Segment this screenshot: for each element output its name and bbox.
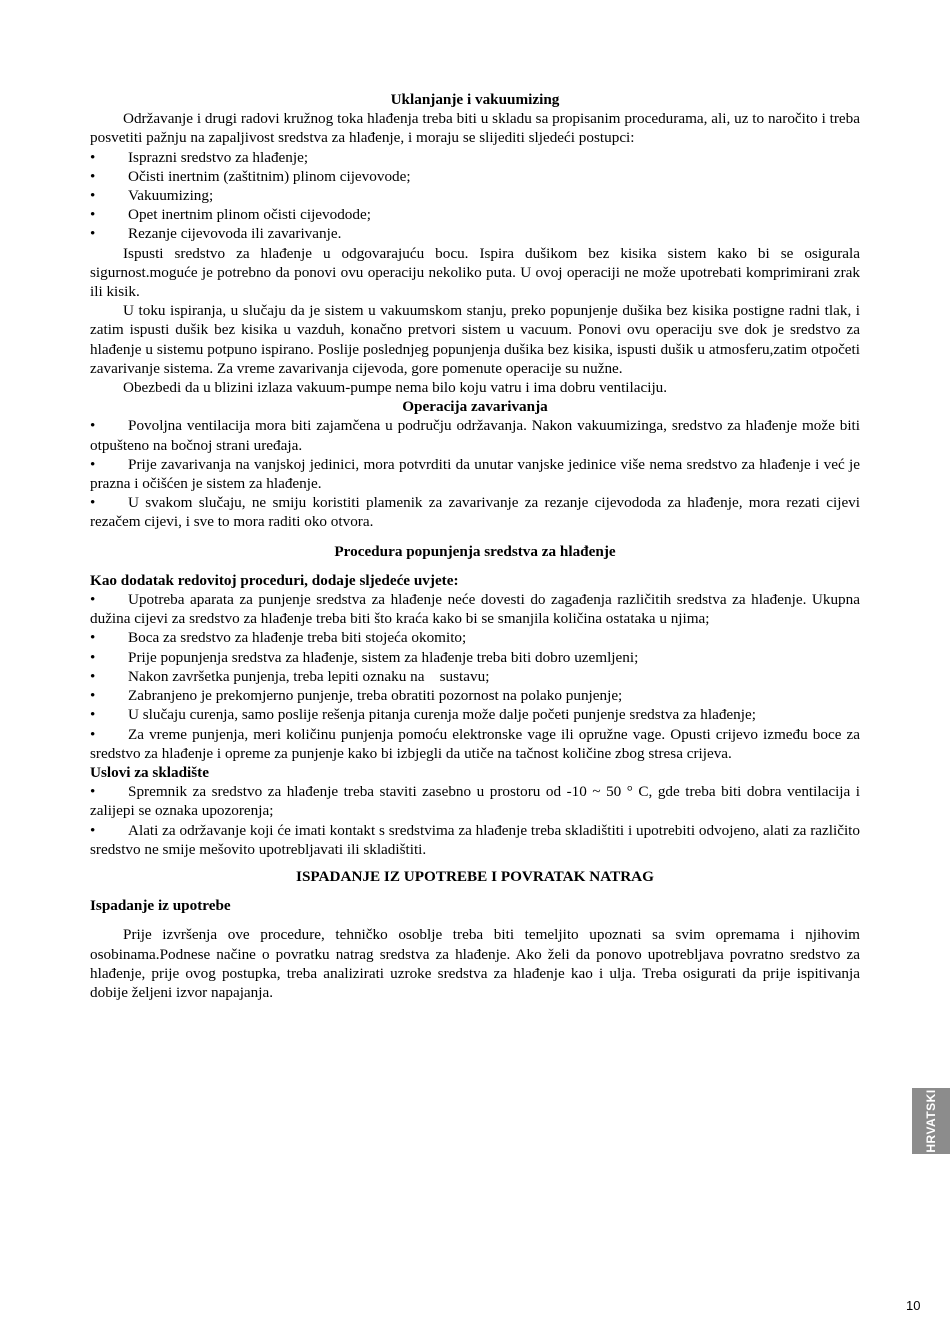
paragraph: Održavanje i drugi radovi kružnog toka hlađenja treba biti u skladu sa propisanim procedurama, ali, uz to naročito i treba posvetiti pažnju na zapaljivost sredstva za hlađenje, i moraju se slijediti sljedeći postupci: [90, 110, 860, 147]
section-title: Procedura popunjenja sredstva za hlađenje [334, 542, 616, 560]
page-number: 10 [906, 1298, 921, 1313]
section-lead: Kao dodatak redovitoj proceduri, dodaje sljedeće uvjete: [90, 571, 459, 589]
list-item: • Povoljna ventilacija mora biti zajamčena u području održavanja. Nakon vakuumizinga, sredstvo za hlađenje može biti otpušteno na bočnoj strani uređaja. [90, 417, 860, 454]
list-item: • Nakon završetka punjenja, treba lepiti oznaku na sustavu; [90, 667, 490, 685]
document-body [90, 90, 860, 1002]
section-title: Uslovi za skladište [90, 763, 209, 781]
section-title: Uklanjanje i vakuumizing [390, 91, 560, 108]
list-item: • Za vreme punjenja, meri količinu punjenja pomoću elektronske vage ili opružne vage. Opusti crijevo između boce za sredstvo za hlađenje i opreme za punjenje kako bi izbjegli da utiče na tačnost količine zbog stresa crijeva. [90, 725, 860, 762]
list-item: • Boca za sredstvo za hlađenje treba biti stojeća okomito; [90, 629, 467, 647]
paragraph: Ispusti sredstvo za hlađenje u odgovarajuću bocu. Ispira dušikom bez kisika sistem kako bi se osigurala sigurnost.moguće je potrebno da ponovi ovu operaciju nekoliko puta. U ovoj operaciji ne može upotrebati komprimirani zrak ili kisik. [90, 244, 860, 301]
list-item: • Isprazni sredstvo za hlađenje; [90, 148, 309, 166]
list-item: • Vakuumizing; [90, 187, 214, 205]
paragraph: U toku ispiranja, u slučaju da je sistem u vakuumskom stanju, preko popunjenje dušika bez kisika postigne radni tlak, i zatim ispusti dušik bez kisika u vazduh, konačno pretvori sistem u vacuum. Ponovi ovu operaciju sve dok je sredstvo za hlađenje u sistemu potpuno ispirano. Poslije poslednjeg popunjenja dušika bez kisika, ispusti dušik u atmosferu,zatim otpočeti zavarivanje sistema. Za vreme zavarivanja cijevoda, gore pomenute operacije su nužne. [90, 302, 860, 377]
list-item: • Prije popunjenja sredstva za hlađenje, sistem za hlađenje treba biti dobro uzemljeni; [90, 648, 639, 666]
list-item: • Rezanje cijevovoda ili zavarivanje. [90, 225, 342, 243]
list-item: • Upotreba aparata za punjenje sredstva za hlađenje neće dovesti do zagađenja različitih sredstva za hlađenje. Ukupna dužina cijevi za sredstvo za hlađenje treba biti što kraća kako bi se smanjila količina ostataka u njima; [90, 591, 860, 628]
list-item: • U svakom slučaju, ne smiju koristiti plamenik za zavarivanje za rezanje cijevododa za hlađenje, mora rezati cijevi rezačem cijevi, i sve to mora raditi oko otvora. [90, 494, 860, 531]
paragraph: Obezbedi da u blizini izlaza vakuum-pumpe nema bilo koju vatru i ima dobru ventilaciju. [123, 379, 668, 397]
list-item: • Zabranjeno je prekomjerno punjenje, treba obratiti pozornost na polako punjenje; [90, 687, 623, 705]
list-item: • Alati za održavanje koji će imati kontakt s sredstvima za hlađenje treba skladištiti i upotrebiti odvojeno, alati za različito sredstvo ne smije mešovito upotrebljavati ili skladištiti. [90, 821, 860, 858]
section-title: Ispadanje iz upotrebe [90, 897, 231, 915]
chapter-title: ISPADANJE IZ UPOTREBE I POVRATAK NATRAG [296, 867, 654, 885]
list-item: • Opet inertnim plinom očisti cijevodode; [90, 206, 371, 224]
language-tab [912, 1088, 950, 1154]
list-item: • Prije zavarivanja na vanjskoj jedinici, mora potvrditi da unutar vanjske jedinice više nema sredstvo za hlađenje i već je prazna i očišćen je sistem za hlađenje. [90, 455, 860, 493]
list-item: • U slučaju curenja, samo poslije rešenja pitanja curenja može dalje početi punjenje sredstva za hlađenje; [90, 706, 756, 724]
list-item: • Spremnik za sredstvo za hlađenje treba staviti zasebno u prostoru od -10 ~ 50 ° C, gde treba biti dobra ventilacija i zalijepi se oznaka upozorenja; [90, 783, 860, 820]
section-title: Operacija zavarivanja [402, 398, 548, 416]
list-item: • Očisti inertnim (zaštitnim) plinom cijevovode; [90, 167, 411, 185]
paragraph: Prije izvršenja ove procedure, tehničko osoblje treba biti temeljito upoznati sa svim opremama i njihovim osobinama.Podnese načine o povratku natrag sredstva za hlađenje. Ako želi da ponovo upotrebljava povratno sredstvo za hlađenje, prije ovog postupka, treba analizirati uzroke sredstva za hlađenje kao i ulja. Treba osigurati da prije ispitivanja dobije željeni izvor napajanja. [90, 926, 860, 1001]
language-tab-label: HRVATSKI [924, 1089, 938, 1153]
